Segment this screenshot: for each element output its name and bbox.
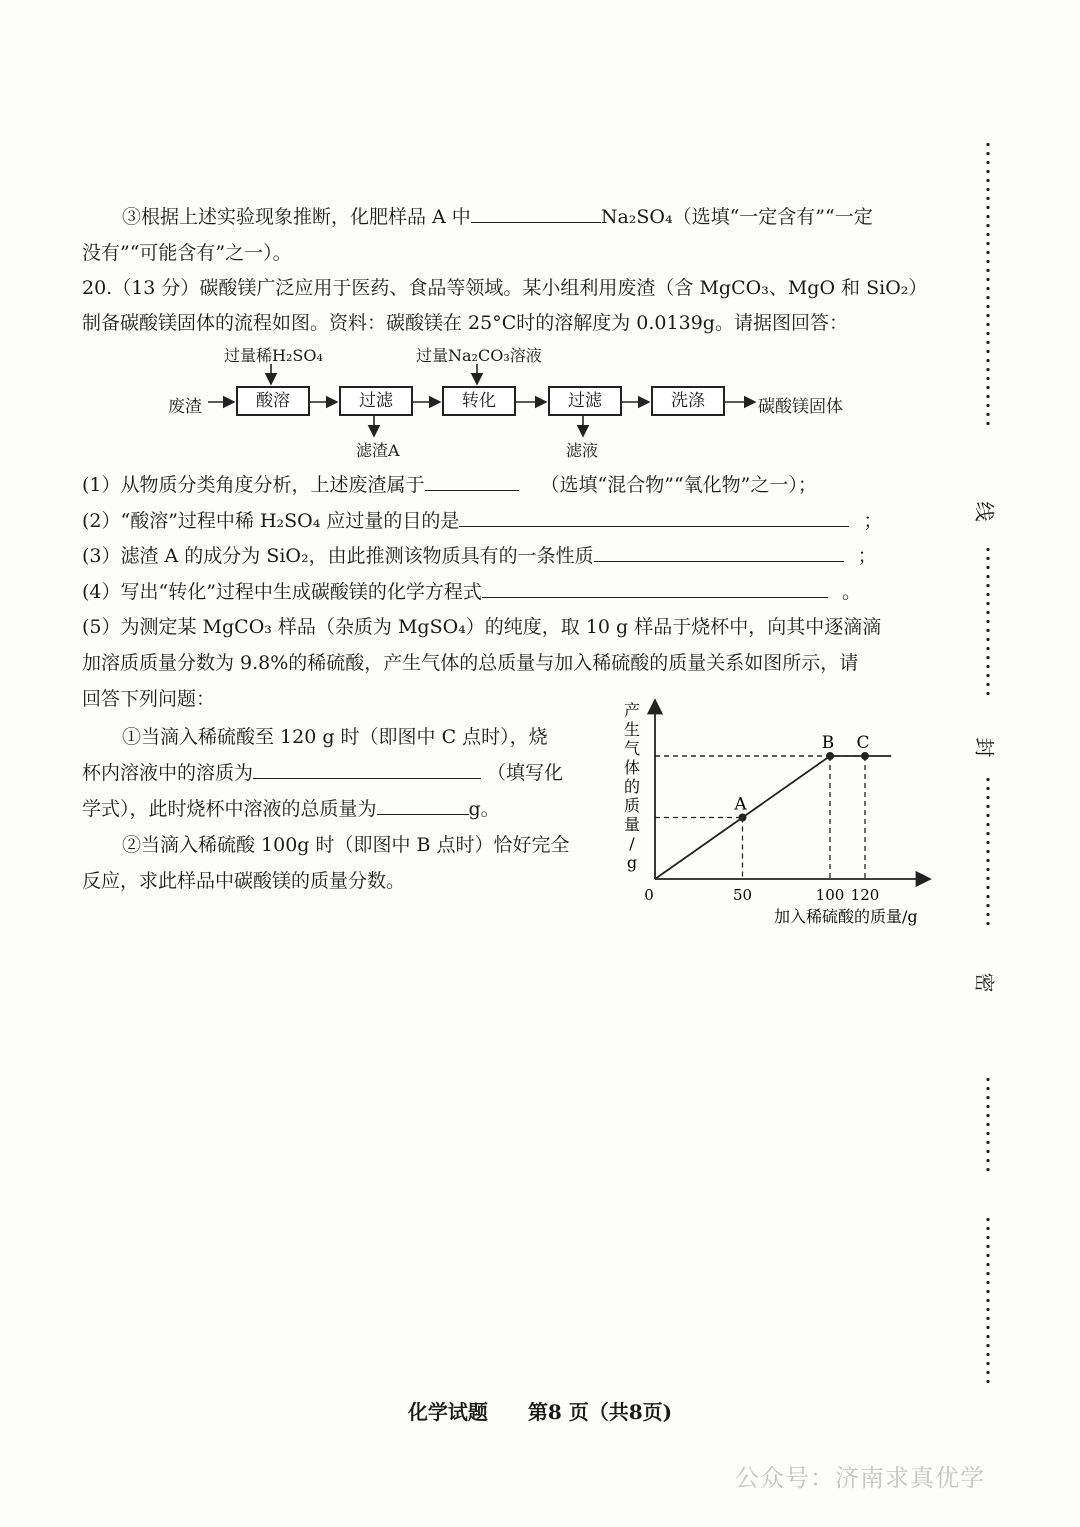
q20-part1-blank[interactable] [425, 472, 519, 491]
q19-part3-line2: 没有”“可能含有”之一）。 [82, 242, 292, 264]
chart-y-label-char: 生 [623, 720, 641, 739]
chart-x-tick-label: 120 [850, 886, 880, 904]
binding-char-mi: 密 [972, 972, 997, 993]
flow-arrows [0, 0, 1080, 470]
chart-point-label: B [821, 733, 835, 753]
q20-part4-end: 。 [841, 581, 861, 603]
footer-page-number: 第8 页（共8页) [527, 1400, 673, 1424]
q20-intro-line1: 20.（13 分）碳酸镁广泛应用于医药、食品等领域。某小组利用废渣（含 MgCO₃、MgO 和 SiO₂） [82, 277, 928, 299]
q20-part5-line3: 回答下列问题： [82, 688, 216, 710]
q20-part2-text: (2）“酸溶”过程中稀 H₂SO₄ 应过量的目的是 [82, 510, 460, 532]
binding-line-dots [986, 140, 990, 430]
q20-part1-text: (1）从物质分类角度分析，上述废渣属于 [82, 474, 425, 496]
q20-part2 [82, 508, 882, 534]
q20-part4 [82, 579, 861, 605]
chart-y-label-char: / [629, 834, 635, 853]
chart-point-label: A [734, 794, 747, 815]
flow-output-filtrate: 滤液 [566, 441, 599, 460]
q20-part5-line1: (5）为测定某 MgCO₃ 样品（杂质为 MgSO₄）的纯度，取 10 g 样品于烧杯中，向其中逐滴滴 [82, 616, 882, 638]
chart-point-b [826, 752, 834, 760]
q20-part3-blank[interactable] [594, 543, 844, 562]
flow-end-label: 碳酸镁固体 [758, 397, 843, 417]
chart-y-axis-label [624, 701, 640, 872]
q20-sub1-line1: ①当滴入稀硫酸至 120 g 时（即图中 C 点时），烧 [122, 726, 548, 748]
binding-line-dots [986, 545, 990, 695]
q20-sub1-hint: （填写化 [487, 762, 564, 784]
flow-reagent1-label: 过量稀H₂SO₄ [224, 346, 323, 365]
footer-subject: 化学试题 [407, 1400, 488, 1424]
binding-char-xian: 线 [972, 501, 997, 522]
q20-part3 [82, 543, 877, 569]
q20-sub1-line3 [82, 796, 500, 822]
flow-step-acid-dissolve: 酸溶 [236, 386, 310, 416]
q20-part3-text: (3）滤渣 A 的成分为 SiO₂，由此推测该物质具有的一条性质 [82, 545, 594, 567]
q20-part4-text: (4）写出“转化”过程中生成碳酸镁的化学方程式 [82, 581, 482, 603]
page-footer [0, 1396, 1080, 1425]
q20-part1 [82, 472, 817, 498]
gas-mass-chart [600, 690, 960, 940]
binding-line-dots [986, 1075, 990, 1175]
q20-part3-end: ； [857, 545, 877, 567]
q20-sub1-unit: g。 [468, 798, 500, 820]
chart-y-label-char: g [626, 853, 638, 872]
chart-series-line [655, 756, 891, 879]
chart-x-axis-label: 加入稀硫酸的质量/g [774, 907, 918, 926]
chart-y-label-char: 气 [623, 739, 641, 758]
chart-y-label-char: 的 [623, 777, 641, 796]
chart-y-label-char: 体 [623, 758, 641, 777]
flow-step-filter-1: 过滤 [339, 386, 413, 416]
q20-sub1-mass-text: 学式），此时烧杯中溶液的总质量为 [82, 798, 377, 820]
binding-line-dots [986, 775, 990, 925]
flow-output-residue-a: 滤渣A [356, 441, 400, 460]
chart-x-tick-label: 0 [644, 886, 654, 904]
q20-sub1-text: 杯内溶液中的溶质为 [82, 762, 254, 784]
q19-part3-text-a: ③根据上述实验现象推断，化肥样品 A 中 [122, 206, 471, 228]
chart-y-label-char: 产 [623, 701, 641, 720]
watermark: 公众号：济南求真优学 [735, 1464, 985, 1492]
chart-x-tick-label: 50 [732, 886, 753, 904]
q20-sub1-solute-blank[interactable] [253, 760, 481, 779]
chart-x-tick-label: 100 [815, 886, 845, 904]
binding-line-dots [986, 1215, 990, 1385]
q20-sub2-line1: ②当滴入稀硫酸 100g 时（即图中 B 点时）恰好完全 [122, 834, 570, 856]
q20-part2-end: ； [863, 510, 883, 532]
binding-char-feng: 封 [972, 737, 997, 758]
q20-part2-blank[interactable] [459, 508, 849, 527]
q20-part1-hint: （选填“混合物”“氧化物”之一）； [540, 474, 817, 496]
q20-sub1-line2 [82, 760, 563, 786]
q20-intro-line2: 制备碳酸镁固体的流程如图。资料：碳酸镁在 25°C时的溶解度为 0.0139g。请据图回答： [82, 312, 848, 334]
flow-reagent2-label: 过量Na₂CO₃溶液 [416, 346, 542, 365]
chart-point-a [739, 814, 747, 822]
q20-sub2-line2: 反应，求此样品中碳酸镁的质量分数。 [82, 870, 406, 892]
q20-part5-line2: 加溶质质量分数为 9.8%的稀硫酸，产生气体的总质量与加入稀硫酸的质量关系如图所示，请 [82, 652, 859, 674]
chart-point-label: C [856, 733, 870, 753]
flow-step-convert: 转化 [442, 386, 516, 416]
q20-sub1-mass-blank[interactable] [377, 796, 469, 815]
flow-step-wash: 洗涤 [651, 386, 725, 416]
chart-y-label-char: 量 [623, 815, 641, 834]
q20-part4-blank[interactable] [482, 579, 828, 598]
flow-start-label: 废渣 [168, 397, 202, 417]
flow-step-filter-2: 过滤 [548, 386, 622, 416]
chart-y-label-char: 质 [623, 796, 641, 815]
chart-point-c [861, 752, 869, 760]
q19-part3-text-b: Na₂SO₄（选填“一定含有”“一定 [600, 206, 873, 228]
